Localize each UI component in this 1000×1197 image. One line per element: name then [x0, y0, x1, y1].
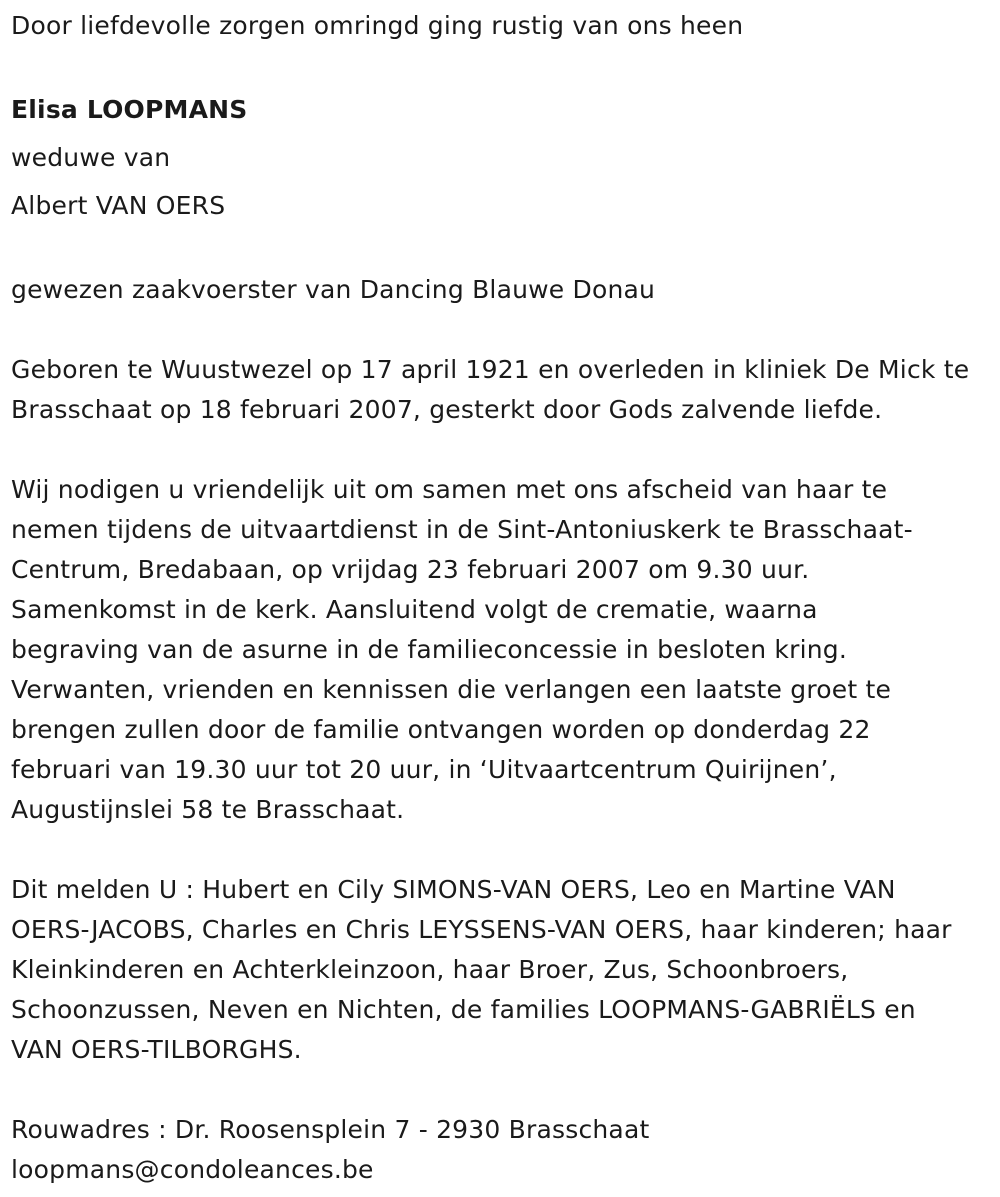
paragraph-line: Samenkomst in de kerk. Aansluitend volgt de crematie, waarna — [11, 595, 818, 624]
paragraph-line: Schoonzussen, Neven en Nichten, de families LOOPMANS-GABRIËLS en — [11, 995, 916, 1024]
paragraph-line: brengen zullen door de familie ontvangen worden op donderdag 22 — [11, 715, 871, 744]
paragraph-line: Dit melden U : Hubert en Cily SIMONS-VAN OERS, Leo en Martine VAN — [11, 875, 896, 904]
relation-text: weduwe van — [11, 143, 171, 172]
paragraph-line: nemen tijdens de uitvaartdienst in de Sint-Antoniuskerk te Brasschaat- — [11, 515, 913, 544]
paragraph-line: VAN OERS-TILBORGHS. — [11, 1035, 302, 1064]
spouse-name: Albert VAN OERS — [11, 191, 226, 220]
announcement-paragraph — [11, 870, 991, 1070]
intro-line: Door liefdevolle zorgen omringd ging rustig van ons heen — [11, 11, 744, 40]
birth-death-paragraph — [11, 350, 991, 430]
email-link[interactable]: loopmans@condoleances.be — [11, 1155, 374, 1184]
paragraph-line: Brasschaat op 18 februari 2007, gesterkt door Gods zalvende liefde. — [11, 395, 883, 424]
paragraph-line: februari van 19.30 uur tot 20 uur, in ‘Uitvaartcentrum Quirijnen’, — [11, 755, 837, 784]
paragraph-line: begraving van de asurne in de familieconcessie in besloten kring. — [11, 635, 847, 664]
paragraph-line: Kleinkinderen en Achterkleinzoon, haar Broer, Zus, Schoonbroers, — [11, 955, 849, 984]
mourning-address: Rouwadres : Dr. Roosensplein 7 - 2930 Brasschaat — [11, 1115, 650, 1144]
paragraph-line: Augustijnslei 58 te Brasschaat. — [11, 795, 405, 824]
paragraph-line: Verwanten, vrienden en kennissen die verlangen een laatste groet te — [11, 675, 892, 704]
deceased-name: Elisa LOOPMANS — [11, 95, 248, 124]
paragraph-line: Geboren te Wuustwezel op 17 april 1921 en overleden in kliniek De Mick te — [11, 355, 970, 384]
paragraph-line: OERS-JACOBS, Charles en Chris LEYSSENS-VAN OERS, haar kinderen; haar — [11, 915, 952, 944]
occupation-line: gewezen zaakvoerster van Dancing Blauwe Donau — [11, 275, 656, 304]
invitation-paragraph — [11, 470, 991, 830]
paragraph-line: Wij nodigen u vriendelijk uit om samen met ons afscheid van haar te — [11, 475, 888, 504]
contact-block — [11, 1110, 991, 1190]
obituary-document — [11, 6, 991, 1190]
paragraph-line: Centrum, Bredabaan, op vrijdag 23 februari 2007 om 9.30 uur. — [11, 555, 810, 584]
